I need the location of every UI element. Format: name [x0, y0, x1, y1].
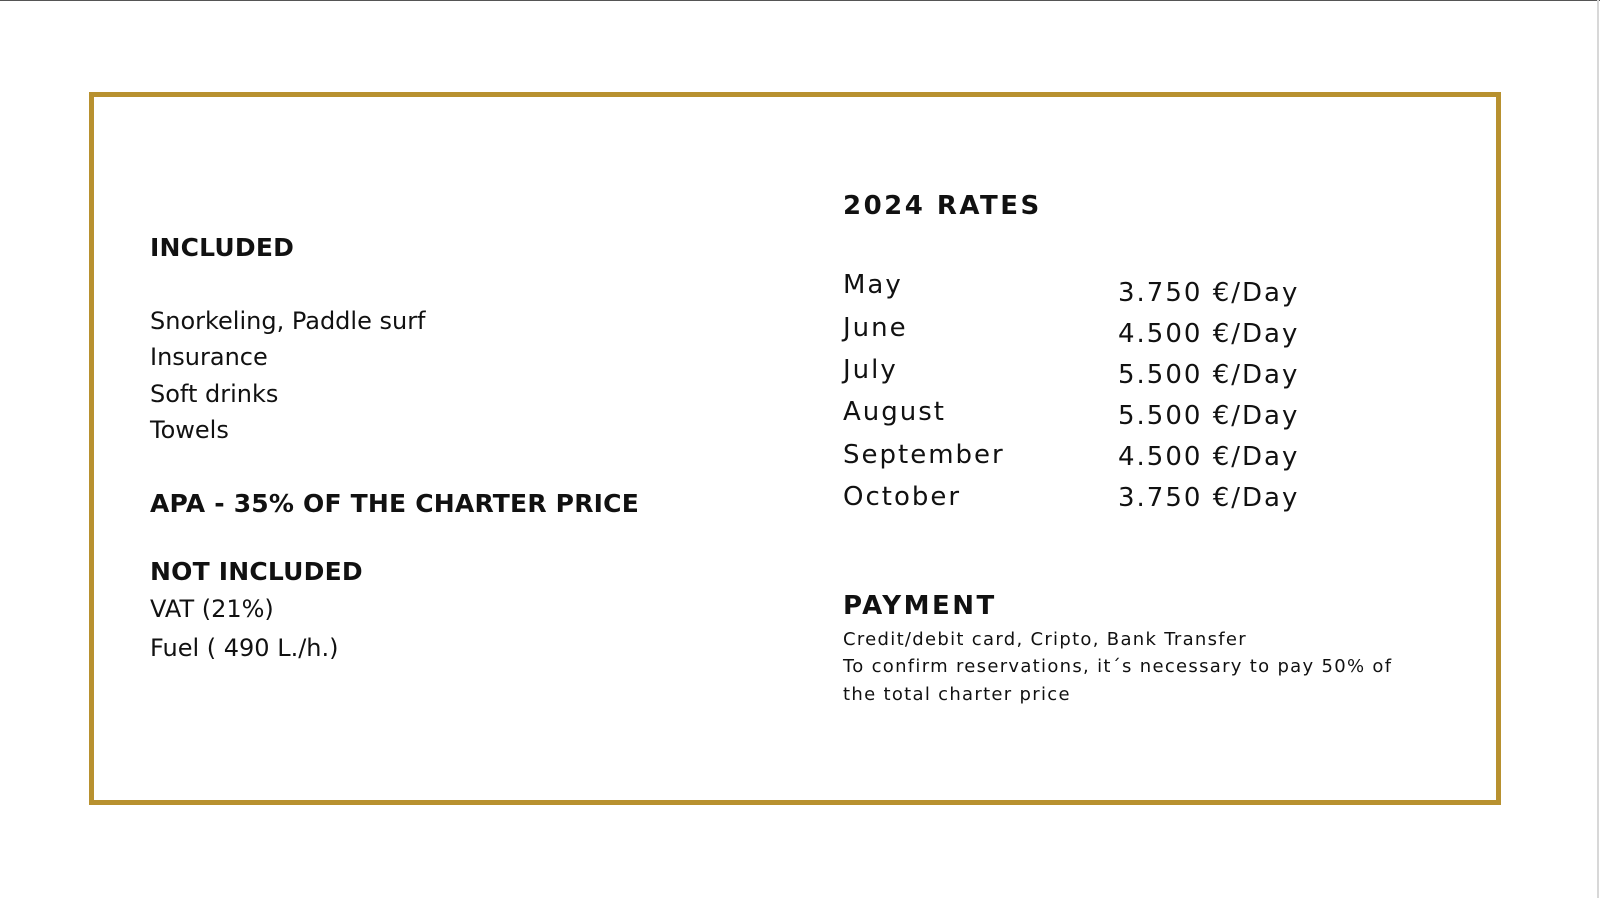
payment-line: Credit/debit card, Cripto, Bank Transfer [843, 629, 1248, 650]
apa-text: APA - 35% OF THE CHARTER PRICE [150, 489, 639, 518]
page-top-edge [0, 0, 1600, 1]
included-item: Snorkeling, Paddle surf [150, 307, 426, 335]
included-item: Towels [150, 416, 229, 444]
rate-price: 5.500 €/Day [1118, 360, 1300, 390]
not-included-heading: NOT INCLUDED [150, 557, 363, 586]
rate-price: 4.500 €/Day [1118, 319, 1300, 349]
rate-month: May [843, 270, 903, 300]
included-item: Insurance [150, 343, 268, 371]
rates-title: 2024 RATES [843, 191, 1042, 221]
rate-price: 4.500 €/Day [1118, 442, 1300, 472]
not-included-item: VAT (21%) [150, 595, 274, 623]
included-item: Soft drinks [150, 380, 279, 408]
rate-price: 5.500 €/Day [1118, 401, 1300, 431]
rate-month: July [843, 355, 898, 385]
not-included-item: Fuel ( 490 L./h.) [150, 634, 339, 662]
rate-month: June [843, 313, 908, 343]
payment-line: the total charter price [843, 684, 1071, 705]
rate-month: October [843, 482, 962, 512]
payment-line: To confirm reservations, it´s necessary to pay 50% of [843, 656, 1393, 677]
page-right-edge [1597, 0, 1599, 898]
included-heading: INCLUDED [150, 233, 295, 262]
rate-month: September [843, 440, 1005, 470]
payment-title: PAYMENT [843, 591, 997, 621]
rate-month: August [843, 397, 946, 427]
rate-price: 3.750 €/Day [1118, 483, 1300, 513]
rate-price: 3.750 €/Day [1118, 278, 1300, 308]
